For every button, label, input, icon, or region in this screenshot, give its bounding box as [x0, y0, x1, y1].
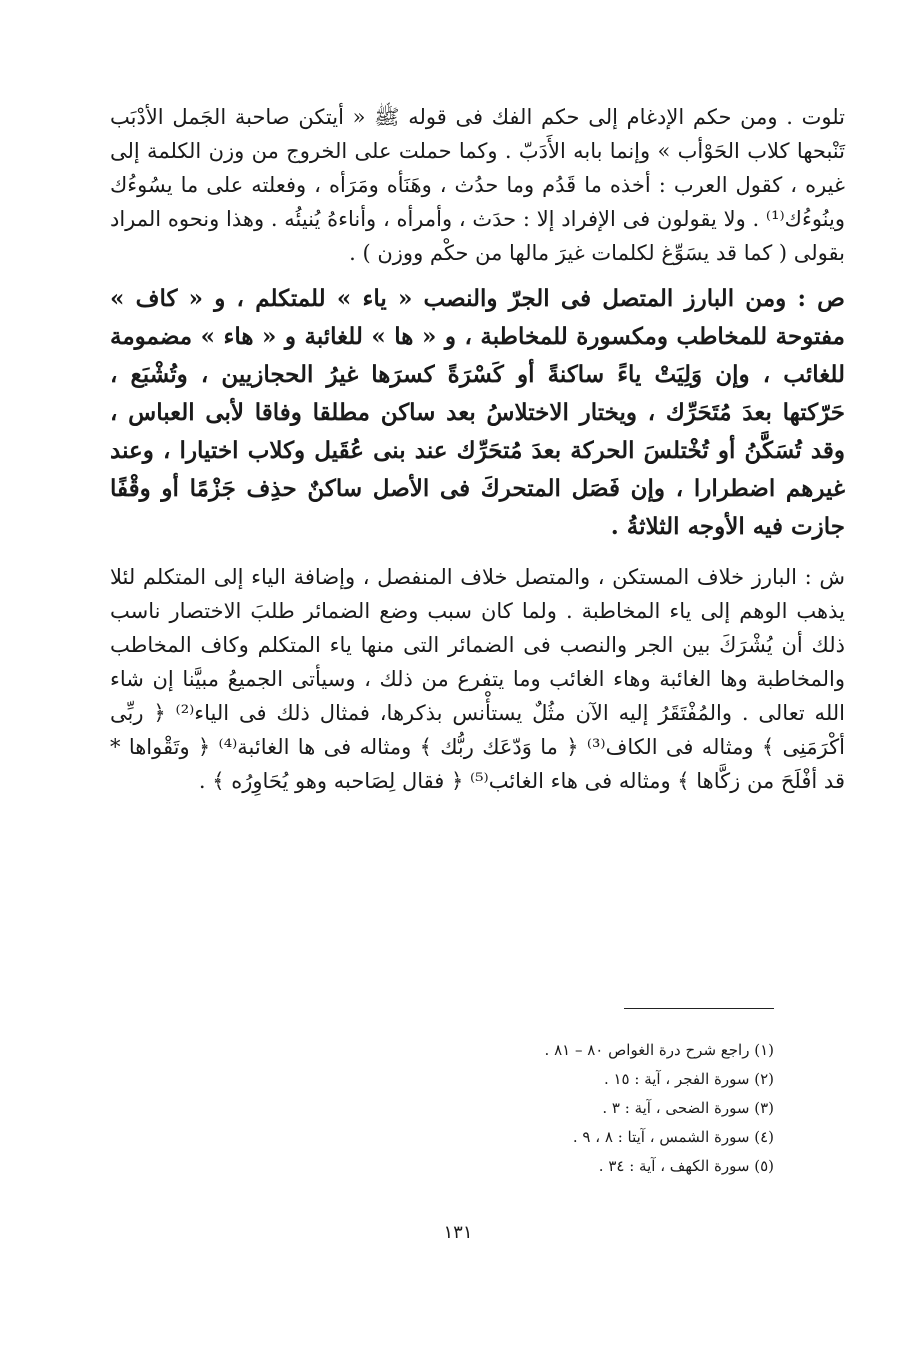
main-text	[110, 100, 845, 798]
footnote-1: (١) راجع شرح درة الغواص ٨٠ – ٨١ .	[544, 1041, 774, 1059]
commentary-paragraph-top: تلوت . ومن حكم الإدغام إلى حكم الفك فى قوله ﷺ « أيتكن صاحبة الجَمل الأدْبَب تَنْبحها كلاب الحَوْأب » وإنما بابه الأَدَبّ . وكما حملت على الخروج من وزن الكلمة إلى غيره ، كقول العرب : أخذه ما قَدُم وما حدُث ، وهَنَأه ومَرَأه ، وفعلته على ما يسُوءُك وينُوءُك⁽¹⁾ . ولا يقولون فى الإفراد إلا : حدَث ، وأمرأه ، وأناءهُ يُنيئُه . وهذا ونحوه المراد بقولى ( كما قد يسَوِّغ لكلمات غيرَ مالها من حكْم ووزن ) .	[110, 105, 845, 265]
footnote-3: (٣) سورة الضحى ، آية : ٣ .	[602, 1099, 774, 1117]
footnote-5: (٥) سورة الكهف ، آية : ٣٤ .	[598, 1157, 774, 1175]
sharh-paragraph: ش : البارز خلاف المستكن ، والمتصل خلاف المنفصل ، وإضافة الياء إلى المتكلم لئلا يذهب الوهم إلى ياء المخاطبة . ولما كان سبب وضع الضمائر طلبَ الاختصار ناسب ذلك أن يُشْرَكَ بين الجر والنصب فى الضمائر التى منها ياء المتكلم وكاف المخاطب والمخاطبة وها الغائبة وهاء الغائب وما يتفرع من ذلك ، وسيأتى الجميعُ مبيَّنا إن شاء الله تعالى . والمُفْتَقَرُ إليه الآن مثُلٌ يستأْنس بذكرها، فمثال ذلك فى الياء⁽²⁾ ﴿ ربِّى أكْرَمَنِى ﴾ ومثاله فى الكاف⁽³⁾ ﴿ ما وَدّعَك ربُّك ﴾ ومثاله فى ها الغائبة⁽⁴⁾ ﴿ وتَقْواها * قد أفْلَحَ من زكَّاها ﴾ ومثاله فى هاء الغائب⁽⁵⁾ ﴿ فقال لِصَاحبه وهو يُحَاوِرُه ﴾ .	[110, 565, 845, 793]
footnote-divider	[624, 1008, 774, 1009]
footnote-4: (٤) سورة الشمس ، آيتا : ٨ ، ٩ .	[572, 1128, 774, 1146]
page-number: ١٣١	[443, 1222, 473, 1243]
footnote-2: (٢) سورة الفجر ، آية : ١٥ .	[603, 1070, 774, 1088]
matn-paragraph: ص : ومن البارز المتصل فى الجرّ والنصب « ياء » للمتكلم ، و « كاف » مفتوحة للمخاطب ومكسورة للمخاطبة ، و « ها » للغائبة و « هاء » مضمومة للغائب ، وإن وَلِيَتْ ياءً ساكنةً أو كَسْرَةً كسرَها غيرُ الحجازيين ، وتُشْبَع ، حَرّكتها بعدَ مُتَحَرِّك ، ويختار الاختلاسُ بعد ساكن مطلقا وفاقا لأبى العباس ، وقد تُسَكَّنُ أو تُخْتلسَ الحركة بعدَ مُتحَرِّك عند بنى عُقَيل وكلاب اختيارا ، وعند غيرهم اضطرارا ، وإن فَصَل المتحركَ فى الأصل ساكنٌ حذِف جَزْمًا أو وقْفًا جازت فيه الأوجه الثلاثةُ .	[110, 285, 845, 540]
footnotes	[374, 1036, 774, 1181]
